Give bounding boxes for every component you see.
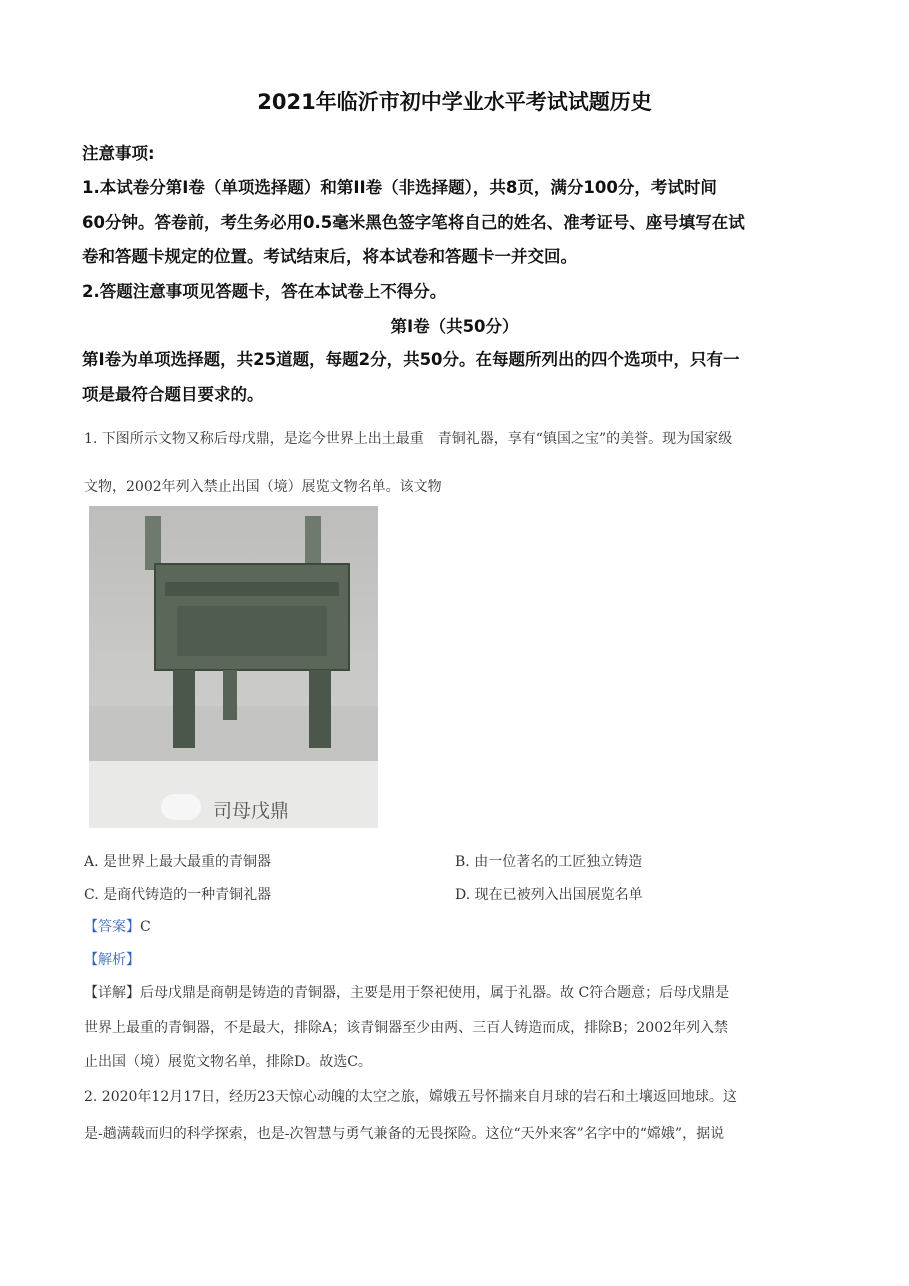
section-heading: 第Ⅰ卷（共50分） <box>390 317 519 336</box>
detail-line: 止出国（境）展览文物名单，排除D。故选C。 <box>84 1054 372 1070</box>
notice-line: 1.本试卷分第Ⅰ卷（单项选择题）和第II卷（非选择题），共8页，满分100分，考试时间 <box>82 178 717 197</box>
page-title: 2021年临沂市初中学业水平考试试题历史 <box>257 90 652 114</box>
bronze-ding-illustration <box>89 506 378 761</box>
answer-value: C <box>140 919 151 935</box>
detail-label: 【详解】 <box>84 985 140 1001</box>
smudge-mark <box>161 794 201 820</box>
question-1-stem: 1. 下图所示文物又称后母戊鼎，是迄今世界上出土最重 青铜礼器，享有“镇国之宝”的美誉。现为国家级 <box>84 431 733 447</box>
notice-line: 卷和答题卡规定的位置。考试结束后，将本试卷和答题卡一并交回。 <box>82 247 577 266</box>
notice-heading: 注意事项: <box>82 144 155 163</box>
question-1-stem: 文物，2002年列入禁止出国（境）展览文物名单。该文物 <box>84 479 442 495</box>
option-d: D. 现在已被列入出国展览名单 <box>455 887 643 903</box>
section-instructions: 第Ⅰ卷为单项选择题，共25道题，每题2分，共50分。在每题所列出的四个选项中，只有一 <box>82 350 740 369</box>
question-2-line: 是-趟满载而归的科学探索，也是-次智慧与勇气兼备的无畏探险。这位“天外来客”名字中的“嫦娥”，据说 <box>84 1126 725 1142</box>
option-a: A. 是世界上最大最重的青铜器 <box>84 854 272 870</box>
bronze-ding-photo <box>89 506 378 828</box>
notice-line: 2.答题注意事项见答题卡，答在本试卷上不得分。 <box>82 282 447 301</box>
image-caption: 司母戊鼎 <box>213 800 290 822</box>
detail-text: 后母戊鼎是商朝是铸造的青铜器，主要是用于祭祀使用，属于礼器。故 C符合题意；后母戊鼎是 <box>140 985 730 1001</box>
notice-line: 60分钟。答卷前，考生务必用0.5毫米黑色签字笔将自己的姓名、准考证号、座号填写在试 <box>82 213 745 232</box>
answer-label: 【答案】 <box>84 919 140 935</box>
answer-line <box>84 916 151 936</box>
section-instructions: 项是最符合题目要求的。 <box>82 385 264 404</box>
option-b: B. 由一位著名的工匠独立铸造 <box>455 854 643 870</box>
analysis-label: 【解析】 <box>84 952 140 968</box>
detail-line <box>84 982 729 1002</box>
detail-line: 世界上最重的青铜器，不是最大，排除A；该青铜器至少由两、三百人铸造而成，排除B；2002年列入禁 <box>84 1020 729 1036</box>
option-c: C. 是商代铸造的一种青铜礼器 <box>84 887 272 903</box>
question-2-line: 2. 2020年12月17日，经历23天惊心动魄的太空之旅，嫦娥五号怀揣来自月球的岩石和土壤返回地球。这 <box>84 1089 737 1105</box>
